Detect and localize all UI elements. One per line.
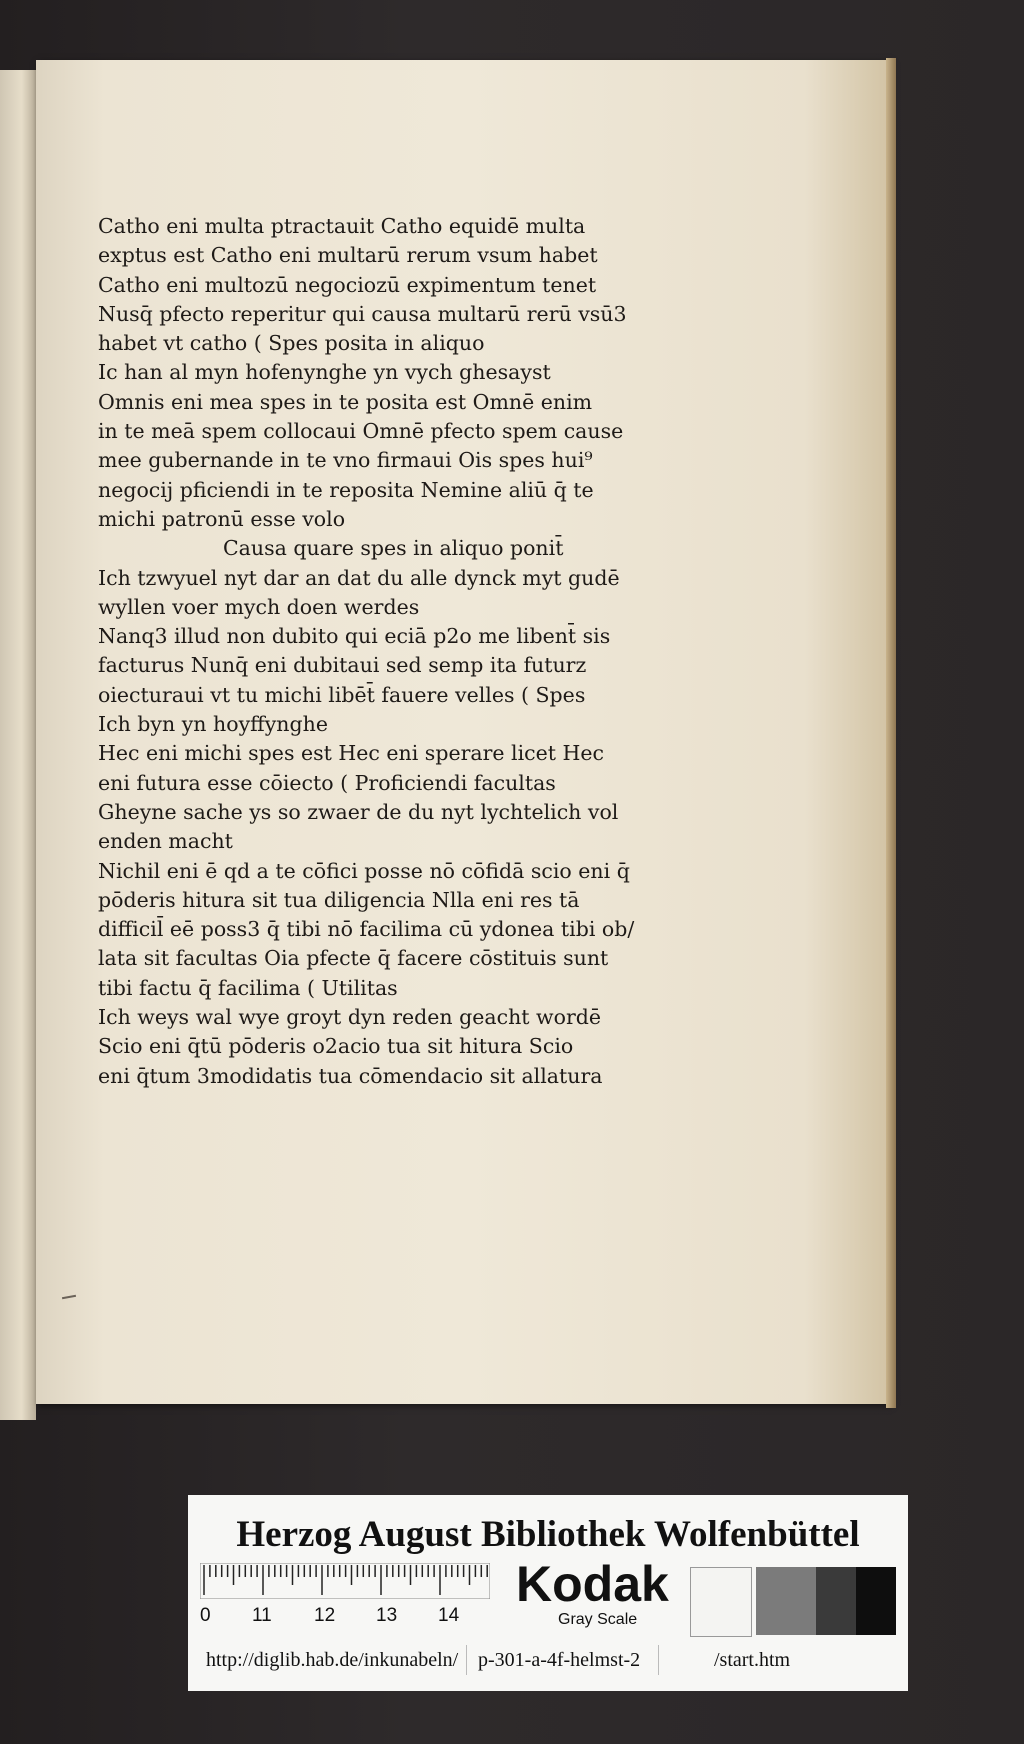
color-reference-card: [188, 1495, 908, 1691]
gray-patch-white: [690, 1567, 752, 1637]
text-line: Ich byn yn hoyffynghe: [98, 712, 328, 737]
text-line-heading: Causa quare spes in aliquo ponit̄: [223, 536, 564, 561]
text-line: enden macht: [98, 829, 233, 854]
text-line: Nanq3 illud non dubito qui eciā p2o me libent̄ sis: [98, 624, 611, 649]
text-line: pōderis hitura sit tua diligencia Nlla eni res tā: [98, 887, 580, 912]
page-edge: [886, 58, 896, 1408]
text-line: Gheyne sache ys so zwaer de du nyt lychtelich vol: [98, 799, 619, 824]
ruler-label: 14: [438, 1605, 460, 1626]
gray-patch-mid: [756, 1567, 816, 1635]
gray-patch-black: [856, 1567, 896, 1635]
url-base[interactable]: http://diglib.hab.de/inkunabeln/: [206, 1649, 459, 1671]
text-line: Hec eni michi spes est Hec eni sperare licet Hec: [98, 741, 605, 766]
text-line: Omnis eni mea spes in te posita est Omnē enim: [98, 389, 593, 414]
text-line: Ich tzwyuel nyt dar an dat du alle dynck myt gudē: [98, 565, 620, 590]
kodak-logo: Kodak: [516, 1556, 669, 1612]
text-line: tibi factu q̄ facilima ( Utilitas: [98, 975, 398, 1000]
text-line: Catho eni multa ptractauit Catho equidē multa: [98, 214, 586, 238]
ruler-label: 13: [376, 1605, 398, 1626]
text-line: mee gubernande in te vno firmaui Ois spes hui⁹: [98, 448, 593, 473]
divider: [466, 1645, 467, 1675]
url-id[interactable]: p-301-a-4f-helmst-2: [478, 1649, 641, 1671]
text-line: Ich weys wal wye groyt dyn reden geacht wordē: [98, 1005, 602, 1030]
text-line: eni q̄tum 3modidatis tua cōmendacio sit allatura: [98, 1063, 603, 1088]
manuscript-text: [98, 212, 698, 1091]
divider: [658, 1645, 659, 1675]
text-line: oiecturaui vt tu michi libēt̄ fauere velles ( Spes: [98, 682, 586, 707]
text-line: eni futura esse cōiecto ( Proficiendi facultas: [98, 770, 556, 795]
text-line: Ic han al myn hofenynghe yn vych ghesayst: [98, 360, 551, 385]
library-title: Herzog August Bibliothek Wolfenbüttel: [236, 1514, 860, 1555]
ruler-labels: [200, 1605, 500, 1629]
ruler-label: 0: [200, 1605, 211, 1626]
text-line: michi patronū esse volo: [98, 506, 346, 531]
text-line: facturus Nunq̄ eni dubitaui sed semp ita futurz: [98, 653, 587, 678]
text-line: difficil̄ eē poss3 q̄ tibi nō facilima cū ydonea tibi ob/: [98, 917, 635, 942]
text-line: Nusq̄ pfecto reperitur qui causa multarū rerū vsū3: [98, 301, 627, 326]
text-line: negocij pficiendi in te reposita Nemine aliū q̄ te: [98, 477, 594, 502]
ruler-scale: [200, 1563, 490, 1599]
text-line: exptus est Catho eni multarū rerum vsum habet: [98, 243, 598, 268]
text-line: wyllen voer mych doen werdes: [98, 594, 420, 619]
ruler-label: 12: [314, 1605, 336, 1626]
text-line: Catho eni multozū negociozū expimentum tenet: [98, 272, 597, 297]
text-line: Scio eni q̄tū pōderis o2acio tua sit hitura Scio: [98, 1034, 574, 1059]
ruler-label: 11: [252, 1605, 272, 1626]
facing-page-edge: [0, 70, 36, 1420]
gray-scale-label: Gray Scale: [558, 1611, 638, 1628]
gray-patch-dark: [816, 1567, 856, 1635]
text-line: Nichil eni ē qd a te cōfici posse nō cōfidā scio eni q̄: [98, 858, 630, 883]
text-line: in te meā spem collocaui Omnē pfecto spem cause: [98, 419, 624, 444]
text-line: habet vt catho ( Spes posita in aliquo: [98, 331, 485, 356]
url-start[interactable]: /start.htm: [714, 1649, 791, 1671]
text-line: lata sit facultas Oia pfecte q̄ facere cōstituis sunt: [98, 946, 609, 971]
